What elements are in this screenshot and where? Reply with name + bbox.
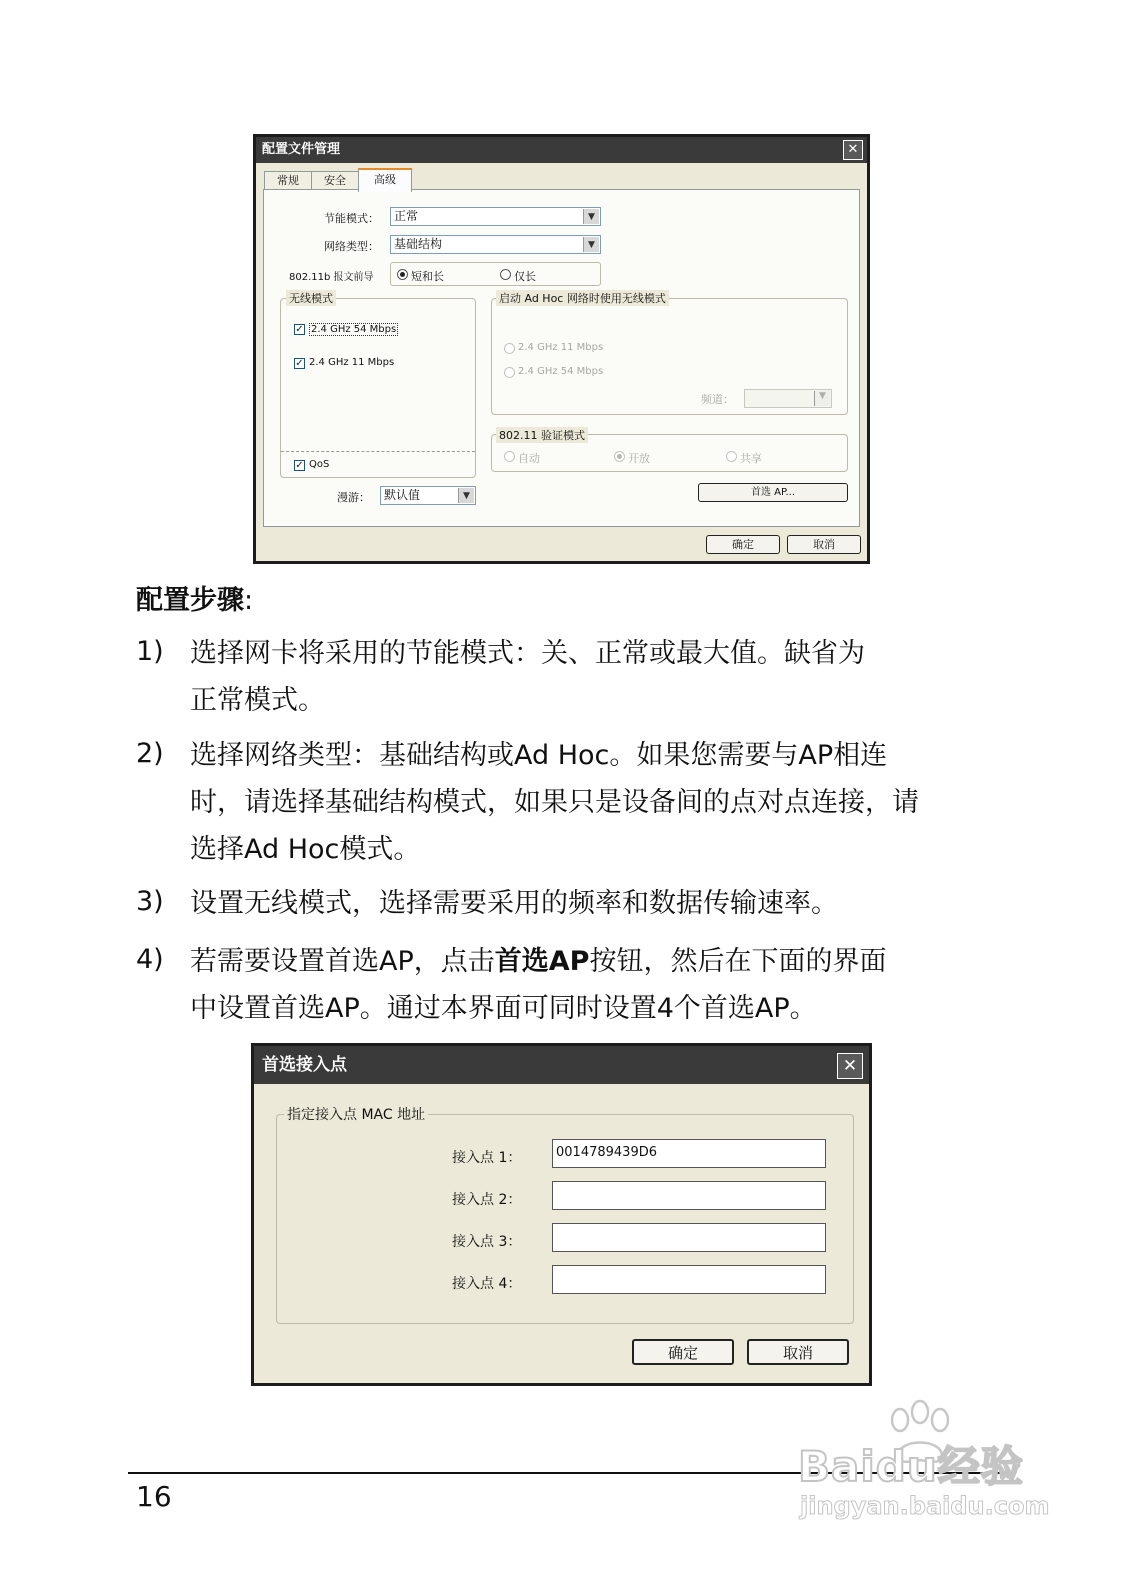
step-1-number: 1) <box>136 636 164 667</box>
auth-open-label: 开放 <box>628 452 650 465</box>
chevron-down-icon: ▼ <box>458 488 474 503</box>
watermark-brand: Baidu经验 <box>798 1442 1024 1491</box>
ap-4-label: 接入点 4： <box>452 1276 522 1292</box>
auth-auto-label: 自动 <box>518 452 540 465</box>
ap-3-label: 接入点 3： <box>452 1234 522 1250</box>
preferred-ap-button[interactable]: 首选 AP... <box>698 483 848 502</box>
mode-54-label: 2.4 GHz 54 Mbps <box>311 324 397 335</box>
step-2-text: 选择网络类型：基础结构或Ad Hoc。如果您需要与AP相连 时，请选择基础结构模式，如果只是设备间的点对点连接，请 选择Ad Hoc模式。 <box>190 740 919 865</box>
power-mode-label: 节能模式： <box>324 212 379 225</box>
network-type-select[interactable]: 基础结构 ▼ <box>390 235 601 254</box>
step-3-number: 3) <box>136 886 164 917</box>
ap-3-input[interactable] <box>552 1223 826 1252</box>
ok-button[interactable]: 确定 <box>632 1339 734 1365</box>
channel-label: 频道： <box>701 393 734 406</box>
adhoc-11-label: 2.4 GHz 11 Mbps <box>518 342 604 353</box>
roaming-label: 漫游： <box>337 491 370 504</box>
preamble-long-only-radio[interactable] <box>500 269 511 280</box>
adhoc-mode-legend: 启动 Ad Hoc 网络时使用无线模式 <box>496 290 669 306</box>
ap-2-input[interactable] <box>552 1181 826 1210</box>
power-mode-select[interactable]: 正常 ▼ <box>390 207 601 226</box>
mode-54-checkbox[interactable]: ✓ <box>295 324 304 335</box>
adhoc-11-radio[interactable] <box>504 343 515 354</box>
cancel-button[interactable]: 取消 <box>787 535 861 554</box>
preamble-short-long-radio[interactable] <box>397 269 408 280</box>
adhoc-54-label: 2.4 GHz 54 Mbps <box>518 366 604 377</box>
wireless-mode-legend: 无线模式 <box>286 290 336 306</box>
preamble-short-long-label: 短和长 <box>411 270 444 283</box>
mode-11-label: 2.4 GHz 11 Mbps <box>309 357 395 368</box>
auth-mode-legend: 802.11 验证模式 <box>496 427 588 443</box>
step-1-text: 选择网卡将采用的节能模式：关、正常或最大值。缺省为 正常模式。 <box>190 638 865 716</box>
qos-checkbox[interactable]: ✓ <box>295 460 304 471</box>
close-icon[interactable]: ✕ <box>837 1053 863 1079</box>
auth-auto-radio[interactable] <box>504 451 515 462</box>
step-4-number: 4) <box>136 944 164 975</box>
preamble-label: 802.11b 报文前导 <box>289 272 374 283</box>
tab-security[interactable]: 安全 <box>311 171 359 190</box>
step-2-number: 2) <box>136 738 164 769</box>
advanced-tab-panel <box>263 189 860 527</box>
tab-general[interactable]: 常规 <box>264 171 312 190</box>
dialog-title: 配置文件管理 <box>262 142 341 157</box>
mode-11-checkbox[interactable]: ✓ <box>295 358 304 369</box>
wireless-mode-divider <box>281 451 475 452</box>
cancel-button[interactable]: 取消 <box>747 1339 849 1365</box>
page-number: 16 <box>136 1480 172 1513</box>
profile-management-dialog <box>253 134 870 564</box>
ap-1-label: 接入点 1： <box>452 1150 522 1166</box>
close-icon[interactable]: ✕ <box>843 140 863 160</box>
auth-open-radio[interactable] <box>614 451 625 462</box>
auth-shared-label: 共享 <box>740 452 762 465</box>
ap-1-input[interactable]: 0014789439D6 <box>552 1139 826 1168</box>
qos-label: QoS <box>309 459 330 470</box>
step-3-text: 设置无线模式，选择需要采用的频率和数据传输速率。 <box>190 888 838 919</box>
adhoc-54-radio[interactable] <box>504 367 515 378</box>
preamble-long-only-label: 仅长 <box>514 270 536 283</box>
ap-2-label: 接入点 2： <box>452 1192 522 1208</box>
chevron-down-icon: ▼ <box>583 237 599 252</box>
chevron-down-icon: ▼ <box>583 209 599 224</box>
dialog-titlebar <box>256 137 867 163</box>
ok-button[interactable]: 确定 <box>706 535 780 554</box>
tab-advanced[interactable]: 高级 <box>358 168 412 192</box>
network-type-label: 网络类型： <box>324 240 379 253</box>
steps-heading: 配置步骤: <box>136 585 254 616</box>
channel-select[interactable] <box>744 389 832 408</box>
chevron-down-icon: ▼ <box>814 391 830 406</box>
dialog-titlebar <box>254 1046 869 1084</box>
preferred-ap-dialog <box>251 1043 872 1386</box>
mac-address-legend: 指定接入点 MAC 地址 <box>284 1104 428 1124</box>
auth-shared-radio[interactable] <box>726 451 737 462</box>
watermark-url: jingyan.baidu.com <box>800 1492 1050 1520</box>
roaming-select[interactable]: 默认值 ▼ <box>380 486 476 505</box>
step-4-text: 若需要设置首选AP，点击首选AP按钮，然后在下面的界面 中设置首选AP。通过本界面可同时设置4个首选AP。 <box>190 946 887 1024</box>
ap-4-input[interactable] <box>552 1265 826 1294</box>
dialog-title: 首选接入点 <box>262 1055 347 1075</box>
